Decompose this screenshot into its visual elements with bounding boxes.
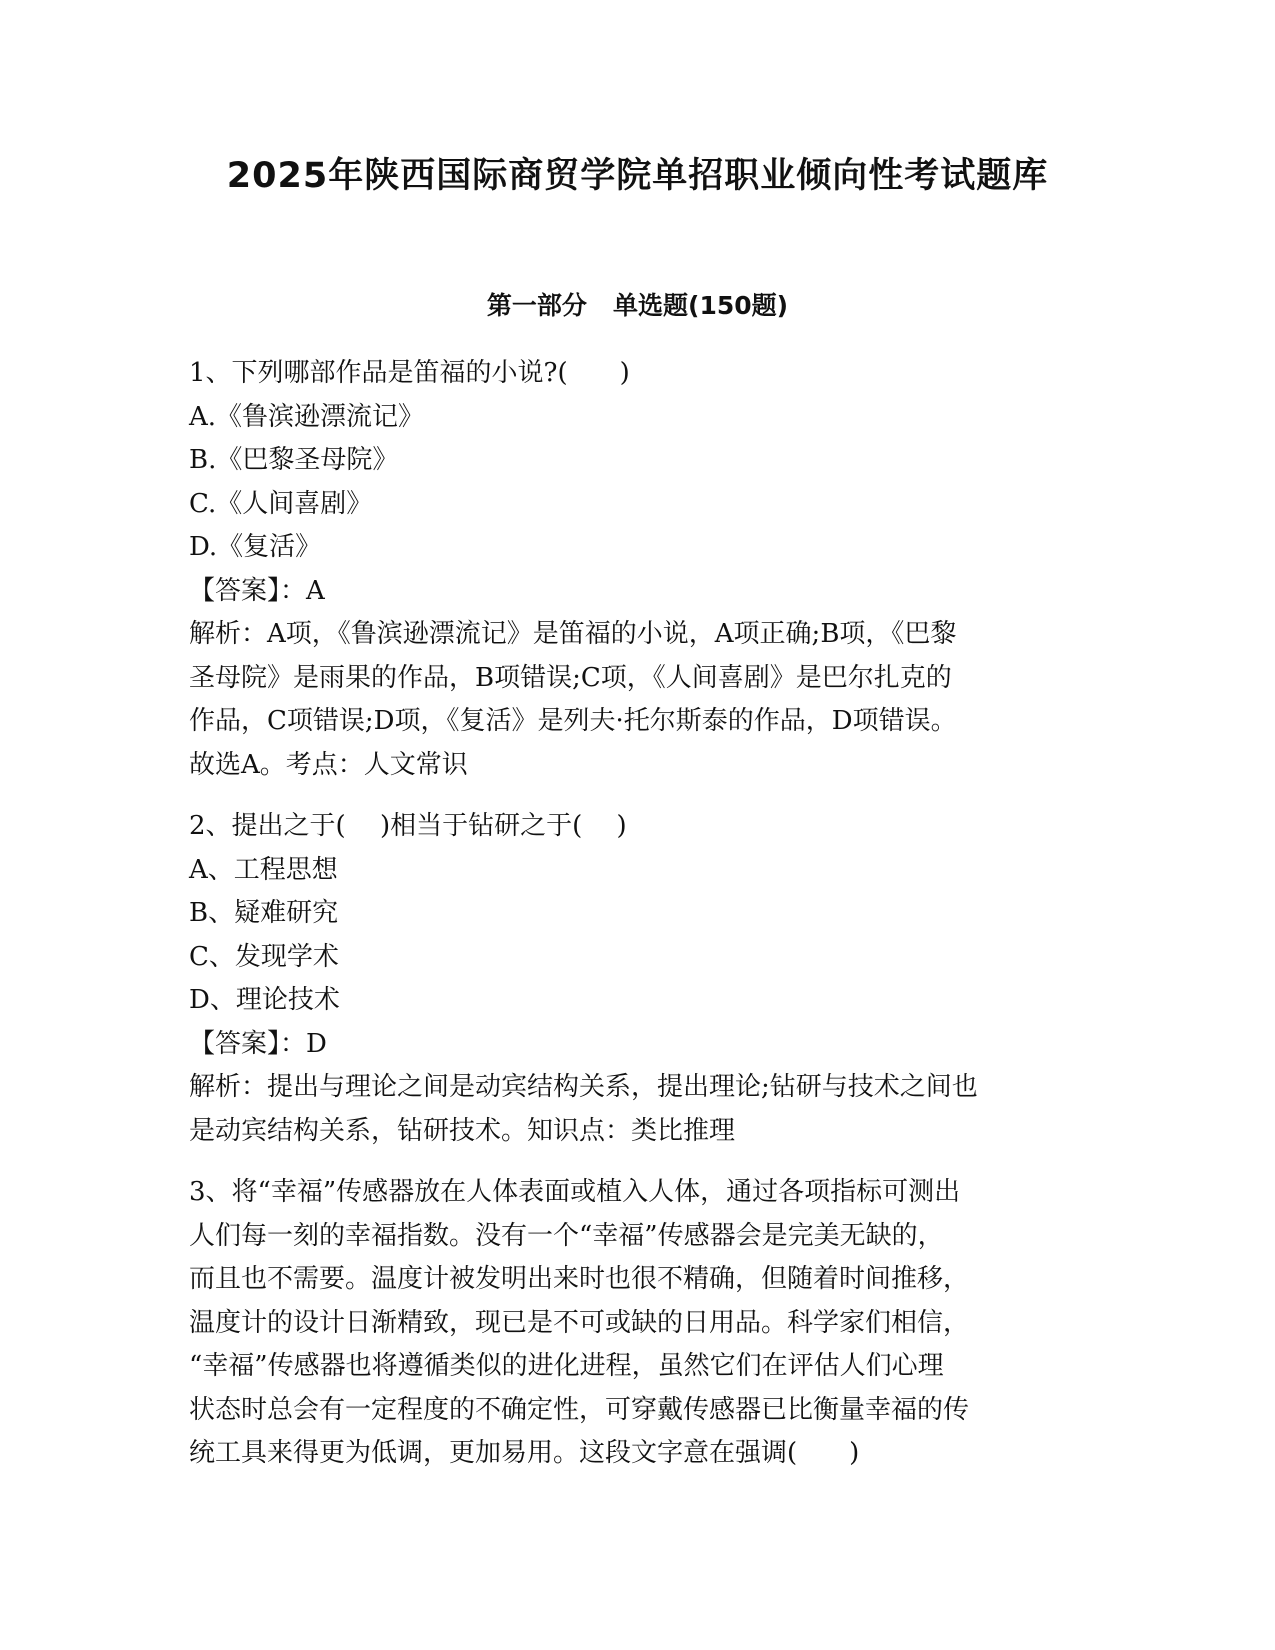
analysis-line: 故选A。考点：人文常识: [189, 749, 468, 780]
question-stem-line: 3、将“幸福”传感器放在人体表面或植入人体，通过各项指标可测出: [189, 1177, 961, 1207]
question-stem: 2、提出之于( )相当于钻研之于( ): [189, 811, 627, 841]
question-2: [189, 805, 1089, 1153]
question-stem-line: 而且也不需要。温度计被发明出来时也很不精确，但随着时间推移，: [189, 1264, 970, 1294]
analysis-line: 是动宾结构关系，钻研技术。知识点：类比推理: [189, 1115, 736, 1146]
question-stem-line: 人们每一刻的幸福指数。没有一个“幸福”传感器会是完美无缺的，: [189, 1220, 944, 1251]
question-stem-line: “幸福”传感器也将遵循类似的进化进程，虽然它们在评估人们心理: [189, 1351, 944, 1381]
section-title: 第一部分 单选题(150题): [486, 291, 789, 320]
question-stem: 1、下列哪部作品是笛福的小说?( ): [189, 358, 630, 388]
analysis-line: 作品，C项错误;D项，《复活》是列夫·托尔斯泰的作品，D项错误。: [189, 706, 957, 736]
option-a: A.《鲁滨逊漂流记》: [189, 401, 425, 432]
option-d: D、理论技术: [189, 985, 340, 1015]
analysis-line: 解析：A项，《鲁滨逊漂流记》是笛福的小说，A项正确;B项，《巴黎: [189, 619, 957, 649]
option-c: C、发现学术: [189, 941, 339, 972]
question-stem-line: 统工具来得更为低调，更加易用。这段文字意在强调( ): [189, 1438, 860, 1468]
document-title: 2025年陕西国际商贸学院单招职业倾向性考试题库: [226, 156, 1049, 196]
question-list: [189, 352, 1089, 1476]
question-stem-line: 温度计的设计日渐精致，现已是不可或缺的日用品。科学家们相信，: [189, 1307, 970, 1338]
question-stem-line: 状态时总会有一定程度的不确定性，可穿戴传感器已比衡量幸福的传: [189, 1394, 970, 1425]
option-b: B、疑难研究: [189, 898, 339, 928]
option-d: D.《复活》: [189, 532, 322, 562]
analysis-line: 解析：提出与理论之间是动宾结构关系，提出理论;钻研与技术之间也: [189, 1072, 978, 1102]
answer: 【答案】：D: [189, 1028, 327, 1059]
question-1: [189, 352, 1089, 787]
option-a: A、工程思想: [189, 854, 338, 885]
option-c: C.《人间喜剧》: [189, 488, 373, 519]
answer: 【答案】：A: [189, 575, 325, 606]
analysis-line: 圣母院》是雨果的作品，B项错误;C项，《人间喜剧》是巴尔扎克的: [189, 662, 952, 693]
question-3: [189, 1171, 1089, 1476]
option-b: B.《巴黎圣母院》: [189, 445, 399, 475]
